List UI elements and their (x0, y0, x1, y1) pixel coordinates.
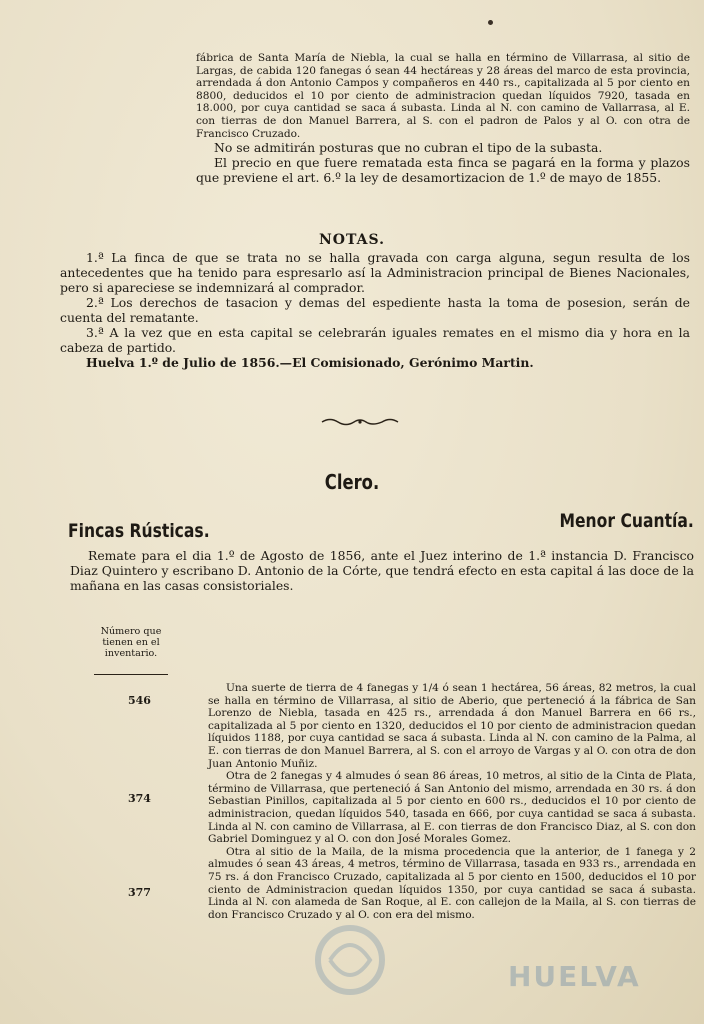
inventory-number-546: 546 (128, 694, 151, 707)
nota-item-2: 2.ª Los derechos de tasacion y demas del espediente hasta la toma de posesion, serán de cuenta del rematante. (60, 295, 690, 325)
inventory-number-header: Número que tienen en el inventario. (100, 626, 162, 659)
nota-item-1: 1.ª La finca de que se trata no se halla gravada con carga alguna, segun resulta de los antecedentes que ha tenido para espresarlo así la Administracion principal de Bienes Nacionales, pero si apareciese se indemnizará al comprador. (60, 250, 690, 295)
signature-line: Huelva 1.º de Julio de 1856.—El Comisionado, Gerónimo Martin. (86, 355, 534, 370)
section-title: Clero. (324, 470, 380, 494)
nota-item-3: 3.ª A la vez que en esta capital se celebrarán iguales remates en el mismo dia y hora en la cabeza de partido. (60, 325, 690, 355)
list-item: Otra de 2 fanegas y 4 almudes ó sean 86 áreas, 10 metros, al sitio de la Cinta de Plata, término de Villarrasa, que perteneció á San Antonio del mismo, arrendada en 30 rs. á don Sebastian Pinillos, capitalizada al 5 por ciento en 600 rs., deducidos el 10 por ciento de administracion, quedan líquidos 540, tasada en 666, por cuya cantidad se saca á subasta. Linda al N. con camino de Villarrasa, al E. con tierras de don Francisco Diaz, al S. con don Gabriel Dominguez y al O. con don José Morales Gomez. (208, 770, 696, 846)
finca-description-block (196, 52, 690, 185)
inventory-number-374: 374 (128, 792, 151, 805)
list-item: Otra al sitio de la Maila, de la misma procedencia que la anterior, de 1 fanega y 2 almudes ó sean 43 áreas, 4 metros, término de Villarrasa, tasada en 933 rs., arrendada en 75 rs. á don Francisco Cruzado, capitalizada al 5 por ciento en 1500, deducidos el 10 por ciento de Administracion quedan líquidos 1350, por cuya cantidad se saca á subasta. Linda al N. con alameda de San Roque, al E. con callejon de la Maila, al S. con tierras de don Francisco Cruzado y al O. con era del mismo. (208, 845, 696, 921)
list-item: Una suerte de tierra de 4 fanegas y 1/4 ó sean 1 hectárea, 56 áreas, 82 metros, la cual se halla en término de Villarrasa, al sitio de Aberio, que perteneció á la fábrica de San Lorenzo de Niebla, tasada en 425 rs., arrendada á don Manuel Barrera en 66 rs., capitalizada al 5 por ciento en 1320, deducidos el 10 por ciento de administracion quedan líquidos 1188, por cuya cantidad se saca á subasta. Linda al N. con camino de la Palma, al E. con tierras de don Manuel Barrera, al S. con el arroyo de Vargas y al O. con otra de don Juan Antonio Muñiz. (208, 682, 696, 770)
finca-description: fábrica de Santa María de Niebla, la cual se halla en término de Villarrasa, al sitio de Largas, de cabida 120 fanegas ó sean 44 hectáreas y 28 áreas del marco de esta provincia, arrendada á don Antonio Campos y compañeros en 440 rs., capitalizada al 5 por ciento en 8800, deducidos el 10 por ciento de administracion quedan líquidos 7920, tasada en 18.000, por cuya cantidad se saca á subasta. Linda al N. con camino de Vallarrasa, al E. con tierras de don Manuel Barrera, al S. con el padron de Palos y al O. con otra de Francisco Cruzado. (196, 52, 690, 140)
inventory-number-377: 377 (128, 886, 151, 899)
notas-list (60, 250, 690, 370)
notas-heading: NOTAS. (319, 232, 385, 248)
remate-announcement: Remate para el dia 1.º de Agosto de 1856, ante el Juez interino de 1.ª instancia D. Francisco Diaz Quintero y escribano D. Antonio de la Córte, que tendrá efecto en esta capital á las doce de la mañana en las casas consistoriales. (70, 548, 694, 593)
header-rule (94, 674, 168, 675)
subasta-condition: No se admitirán posturas que no cubran el tipo de la subasta. (214, 140, 603, 156)
ink-dot (488, 20, 493, 25)
entries-list (208, 682, 696, 921)
menor-cuantia-heading: Menor Cuantía. (559, 510, 694, 532)
ornament-divider-icon (320, 417, 400, 427)
watermark-text: HUELVA (508, 960, 641, 993)
payment-terms: El precio en que fuere rematada esta finca se pagará en la forma y plazos que previene el art. 6.º la ley de desamortizacion de 1.º de mayo de 1855. (196, 155, 690, 186)
fincas-rusticas-heading: Fincas Rústicas. (68, 520, 210, 542)
